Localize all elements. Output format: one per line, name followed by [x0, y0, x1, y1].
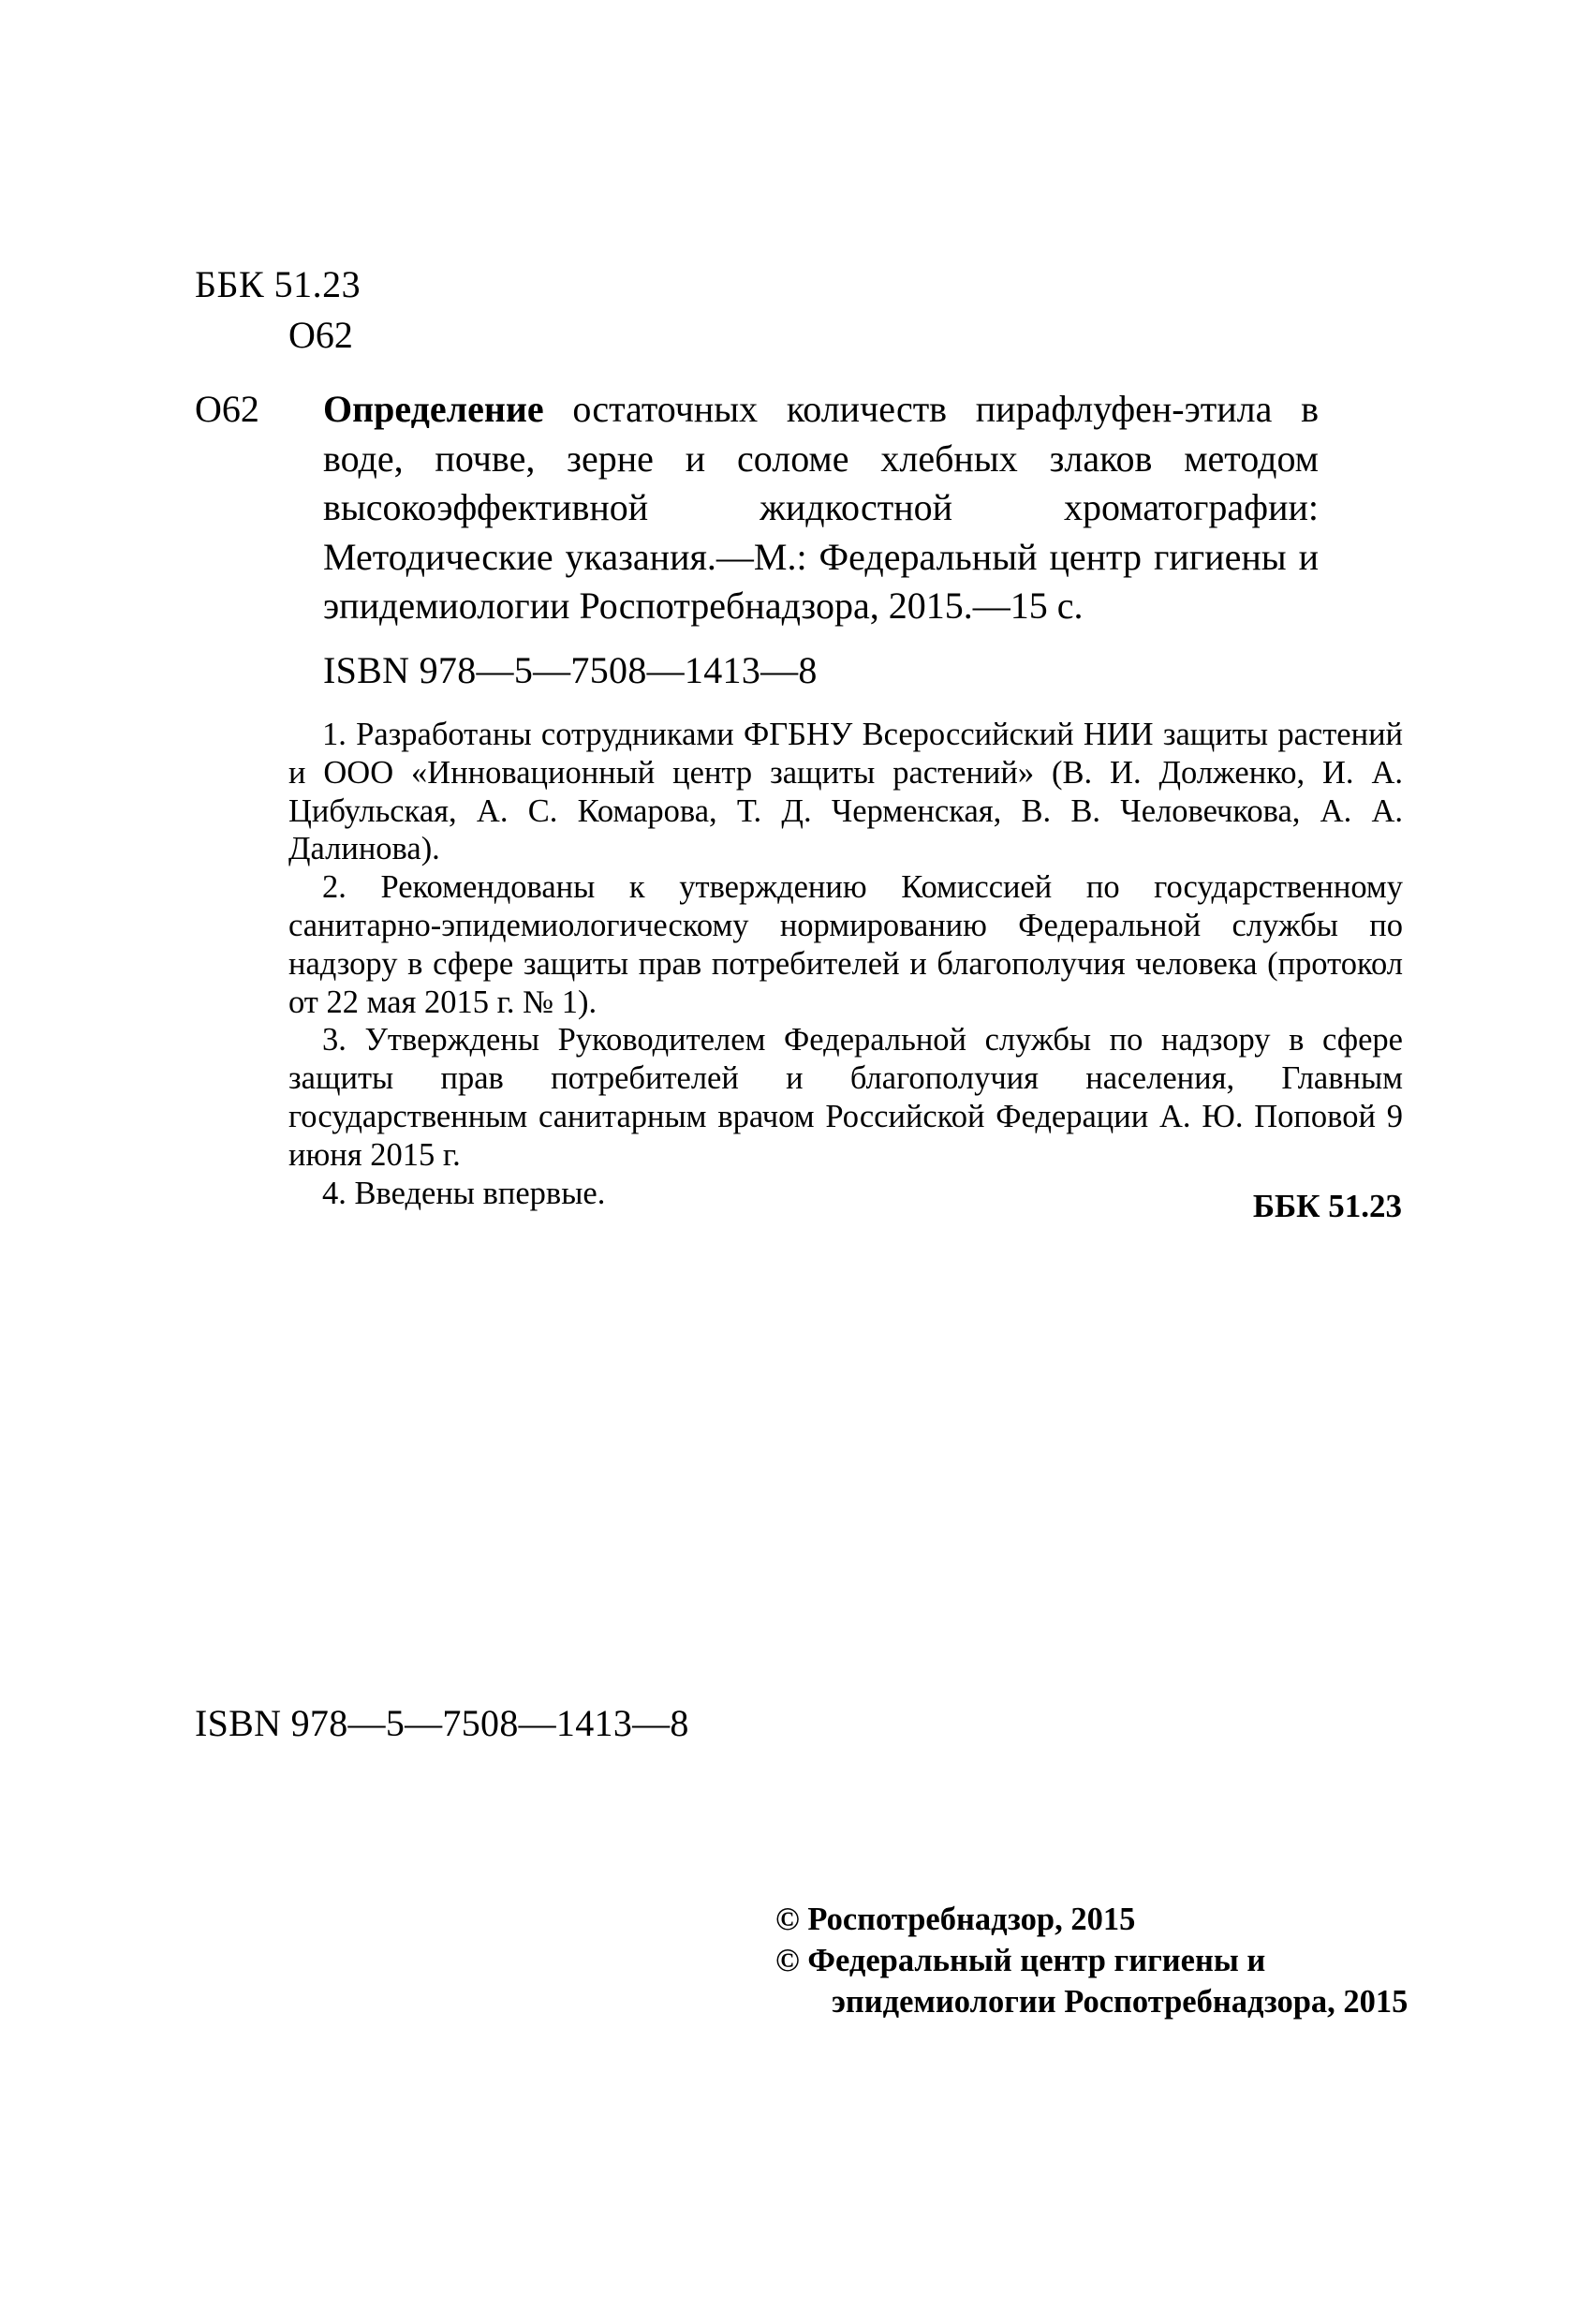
copyright-line: © Роспотребнадзор, 2015: [775, 1902, 1136, 1937]
bibliographic-author-mark: О62: [195, 388, 259, 430]
bibliographic-description: остаточных количеств пирафлуфен-этила в воде, почве, зерне и соломе хлебных злаков методом высокоэффективной жидкостной хроматографии: Методические указания.—М.: Федеральный центр гигиены и эпидемиологии Роспотребнадзора, 2015.—15 с.: [323, 388, 1319, 627]
note-recommended: 2. Рекомендованы к утверждению Комиссией по государственному санитарно-эпидемиологическому нормированию Федеральной службы по надзору в сфере защиты прав потребителей и благополучия человека (протокол от 22 мая 2015 г. № 1).: [288, 869, 1403, 1020]
copyright-line: © Федеральный центр гигиены и: [775, 1943, 1266, 1978]
note-approved: 3. Утверждены Руководителем Федеральной службы по надзору в сфере защиты прав потребителей и благополучия населения, Главным государственным санитарным врачом Российской Федерации А. Ю. Поповой 9 июня 2015 г.: [288, 1022, 1403, 1173]
copyright-block: [775, 1899, 1431, 2022]
bibliographic-title: Определение: [323, 388, 544, 430]
note-introduced: 4. Введены впервые.: [322, 1175, 606, 1211]
isbn-number: ISBN 978—5—7508—1413—8: [323, 649, 818, 691]
bibliographic-description-block: [323, 385, 1319, 631]
isbn-number-bottom: ISBN 978—5—7508—1413—8: [195, 1702, 689, 1744]
bibliographic-record: [195, 385, 1319, 631]
bbk-code-right: ББК 51.23: [1252, 1188, 1402, 1224]
author-mark: О62: [288, 314, 353, 356]
publication-notes: [288, 716, 1403, 1212]
bbk-classification-code: ББК 51.23: [195, 263, 361, 305]
note-developed-by: 1. Разработаны сотрудниками ФГБНУ Всероссийский НИИ защиты растений и ООО «Инновационный центр защиты растений» (В. И. Долженко, И. А. Цибульская, А. С. Комарова, Т. Д. Черменская, В. В. Человечкова, А. А. Далинова).: [288, 717, 1403, 867]
copyright-line: эпидемиологии Роспотребнадзора, 2015: [832, 1984, 1409, 2020]
